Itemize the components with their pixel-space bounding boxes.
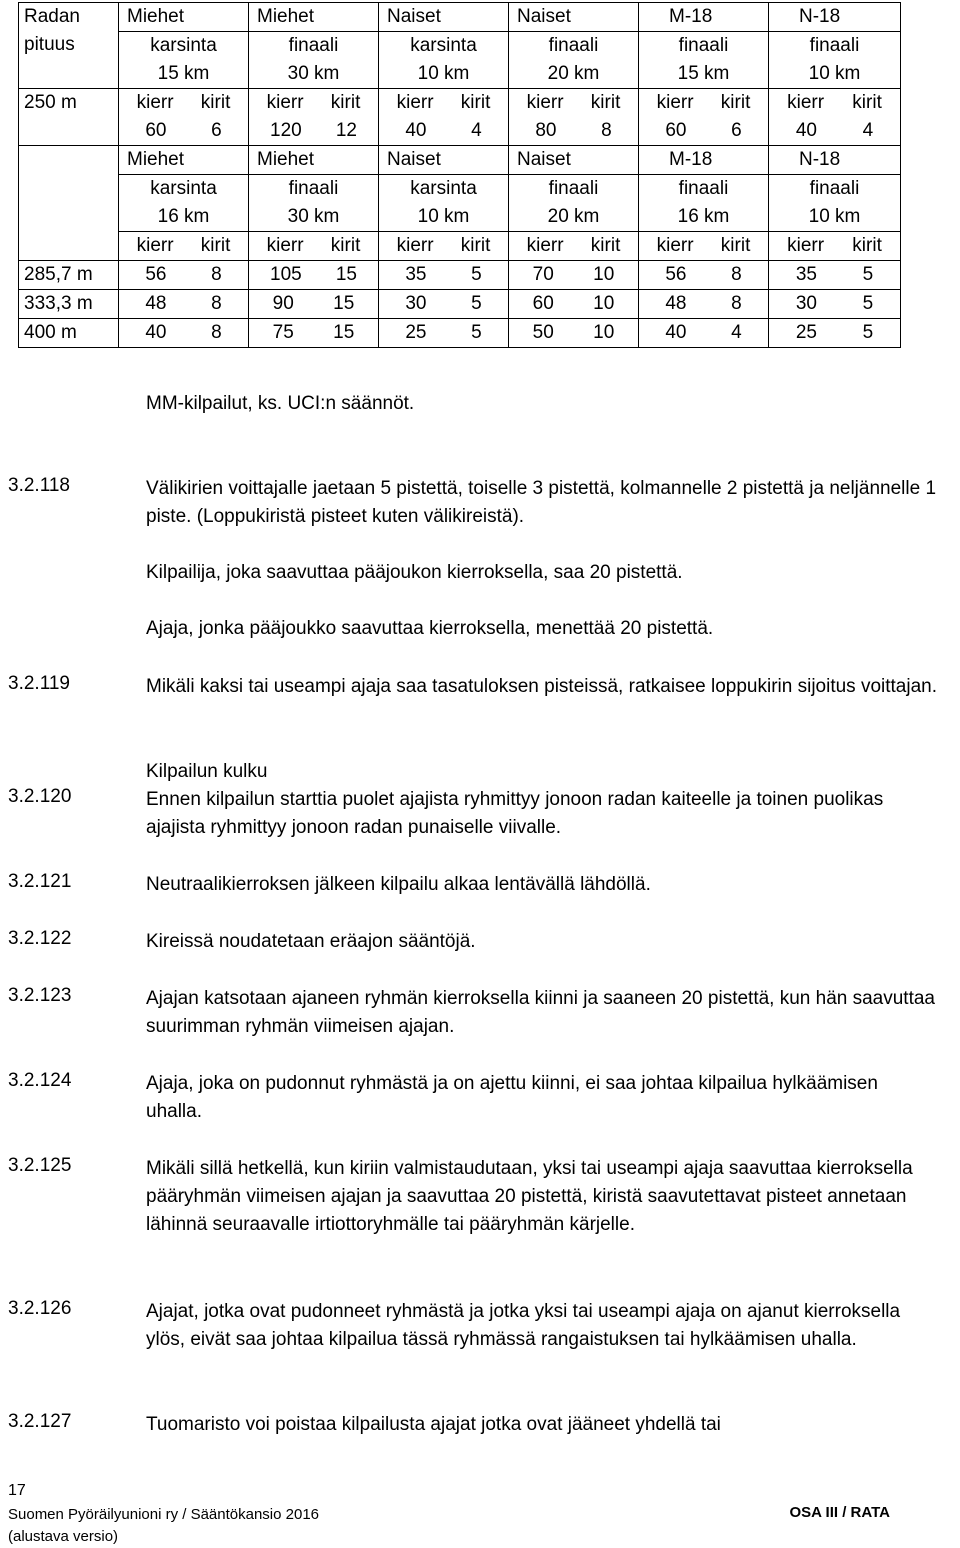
race-type-cell: finaali 30 km [249,175,379,232]
col-header: Miehet [119,3,249,32]
row-label: 285,7 m [19,261,119,290]
footer-line: Suomen Pyöräilyunioni ry / Sääntökansio 2016 [8,1506,320,1523]
value-cell: 56 8 [639,261,769,290]
section-number: 3.2.121 [8,871,72,892]
section-number: 3.2.126 [8,1298,72,1319]
subheading: Kilpailun kulku [146,761,268,782]
paragraph: Mikäli sillä hetkellä, kun kiriin valmistaudutaan, yksi tai useampi ajaja saavuttaa kierroksella pääryhmän viimeisen ajajan ja saavuttaa 20 pistettä, kiristä saavutettavat pisteet annetaan lähinnä seuraavalle irtiottoryhmälle tai pääryhmän kärjelle. [146,1158,913,1235]
value-cell: kierr kirit 60 6 [119,89,249,146]
race-type-cell: finaali 15 km [639,32,769,89]
race-type-cell: karsinta 15 km [119,32,249,89]
value-cell: 40 4 [639,319,769,348]
value-cell: 30 5 [769,290,901,319]
col-header: Naiset [379,3,509,32]
paragraph: Ajaja, jonka pääjoukko saavuttaa kierroksella, menettää 20 pistettä. [146,618,714,639]
col-header: N-18 [769,3,901,32]
value-cell: 56 8 [119,261,249,290]
value-cell: 30 5 [379,290,509,319]
row-label: 333,3 m [19,290,119,319]
col-header: Miehet [249,3,379,32]
col-header: N-18 [769,146,901,175]
paragraph: Ajajan katsotaan ajaneen ryhmän kierroksella kiinni ja saaneen 20 pistettä, kun hän saavuttaa suurimman ryhmän viimeisen ajajan. [146,988,936,1037]
value-cell: 75 15 [249,319,379,348]
col-header: Naiset [509,146,639,175]
value-cell: 48 8 [119,290,249,319]
paragraph: Neutraalikierroksen jälkeen kilpailu alkaa lentävällä lähdöllä. [146,874,651,895]
col-header: Miehet [119,146,249,175]
page-number: 17 [8,1482,26,1499]
footer-line: (alustava versio) [8,1528,119,1545]
section-number: 3.2.119 [8,673,70,694]
paragraph: Kilpailija, joka saavuttaa pääjoukon kierroksella, saa 20 pistettä. [146,562,683,583]
section-number: 3.2.123 [8,985,72,1006]
kk-header: kierr kirit [639,232,769,261]
value-cell: 50 10 [509,319,639,348]
race-type-cell: karsinta 10 km [379,32,509,89]
value-cell: 25 5 [379,319,509,348]
value-cell: 25 5 [769,319,901,348]
kk-header: kierr kirit [119,232,249,261]
kk-header: kierr kirit [509,232,639,261]
footer-publisher [8,1504,319,1548]
race-type-cell: finaali 20 km [509,32,639,89]
col-header: Miehet [249,146,379,175]
value-cell: 90 15 [249,290,379,319]
race-type-cell: finaali 20 km [509,175,639,232]
points-table [18,2,901,348]
race-type-cell: finaali 10 km [769,32,901,89]
value-cell: kierr kirit 40 4 [769,89,901,146]
value-cell: kierr kirit 60 6 [639,89,769,146]
value-cell: kierr kirit 40 4 [379,89,509,146]
paragraph: Ennen kilpailun starttia puolet ajajista ryhmittyy jonoon radan kaiteelle ja toinen puolikas ajajista ryhmittyy jonoon radan punaiselle viivalle. [146,789,884,838]
value-cell: 60 10 [509,290,639,319]
col-header: M-18 [639,146,769,175]
section-number: 3.2.125 [8,1155,72,1176]
paragraph: Mikäli kaksi tai useampi ajaja saa tasatuloksen pisteissä, ratkaisee loppukirin sijoitus voittajan. [146,676,937,697]
value-cell: 105 15 [249,261,379,290]
col-header: Naiset [379,146,509,175]
paragraph: Välikirien voittajalle jaetaan 5 pistettä, toiselle 3 pistettä, kolmannelle 2 pistettä ja neljännelle 1 piste. (Loppukiristä pisteet kuten välikireistä). [146,478,937,527]
value-cell: 35 5 [379,261,509,290]
section-number: 3.2.118 [8,475,70,496]
row-label: 250 m [19,89,119,146]
col-header: M-18 [639,3,769,32]
race-type-cell: finaali 30 km [249,32,379,89]
value-cell: 35 5 [769,261,901,290]
blank-cell [19,146,119,261]
section-number: 3.2.122 [8,928,72,949]
race-type-cell: karsinta 16 km [119,175,249,232]
track-length-header: Radan pituus [19,3,119,89]
kk-header: kierr kirit [249,232,379,261]
paragraph: Tuomaristo voi poistaa kilpailusta ajajat jotka ovat jääneet yhdellä tai [146,1414,721,1435]
race-type-cell: finaali 10 km [769,175,901,232]
paragraph: Kireissä noudatetaan eräajon sääntöjä. [146,931,476,952]
row-label: 400 m [19,319,119,348]
section-number: 3.2.127 [8,1411,72,1432]
footer-section: OSA III / RATA [789,1504,890,1521]
value-cell: 48 8 [639,290,769,319]
section-number: 3.2.124 [8,1070,72,1091]
col-header: Naiset [509,3,639,32]
value-cell: 40 8 [119,319,249,348]
paragraph: Ajaja, joka on pudonnut ryhmästä ja on ajettu kiinni, ei saa johtaa kilpailua hylkäämisen uhalla. [146,1073,878,1122]
value-cell: kierr kirit 80 8 [509,89,639,146]
race-type-cell: karsinta 10 km [379,175,509,232]
race-type-cell: finaali 16 km [639,175,769,232]
championship-note: MM-kilpailut, ks. UCI:n säännöt. [146,393,415,414]
kk-header: kierr kirit [379,232,509,261]
section-number: 3.2.120 [8,786,72,807]
value-cell: kierr kirit 120 12 [249,89,379,146]
paragraph: Ajajat, jotka ovat pudonneet ryhmästä ja jotka yksi tai useampi ajaja on ajanut kierroksella ylös, eivät saa johtaa kilpailua tässä ryhmässä rangaistuksen tai hylkäämisen uhalla. [146,1301,901,1350]
value-cell: 70 10 [509,261,639,290]
kk-header: kierr kirit [769,232,901,261]
